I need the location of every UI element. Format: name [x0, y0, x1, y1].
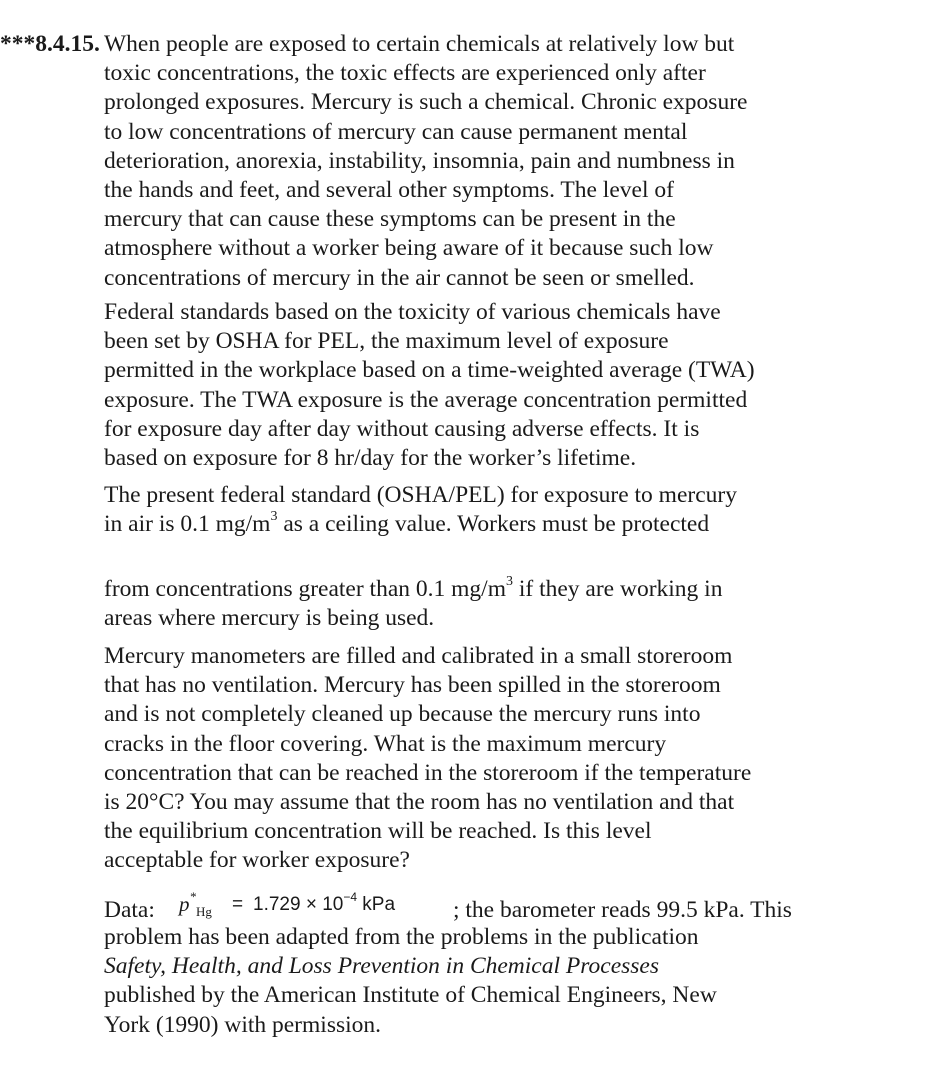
paragraph-intro-line: atmosphere without a worker being aware of it because such low — [104, 235, 714, 262]
paragraph-line: exposure. The TWA exposure is the average concentration permitted — [104, 386, 748, 413]
paragraph-line: The present federal standard (OSHA/PEL) for exposure to mercury — [104, 482, 737, 508]
paragraph-federal-standards — [104, 298, 934, 473]
paragraph-line: York (1990) with permission. — [104, 1011, 382, 1038]
data-line — [104, 889, 934, 923]
paragraph-intro-line: deterioration, anorexia, instability, insomnia, pain and numbness in — [104, 147, 735, 174]
paragraph-line: cracks in the floor covering. What is the maximum mercury — [104, 730, 667, 757]
paragraph-line: the equilibrium concentration will be reached. Is this level — [104, 818, 652, 845]
paragraph-intro-line: to low concentrations of mercury can cause permanent mental — [104, 118, 688, 145]
paragraph-osha-pel — [104, 481, 934, 539]
paragraph-intro-line: prolonged exposures. Mercury is such a chemical. Chronic exposure — [104, 89, 748, 116]
paragraph-data — [104, 889, 934, 1040]
paragraph-storeroom-question — [104, 642, 934, 876]
paragraph-line: that has no ventilation. Mercury has been spilled in the storeroom — [104, 672, 721, 699]
paragraph-line: in air is 0.1 $mg/m^3$ as a ceiling value. Workers must be protected — [104, 509, 710, 538]
paragraph-line: areas where mercury is being used. — [104, 605, 435, 632]
paragraph-line: based on exposure for 8 hr/day for the worker’s lifetime. — [104, 445, 637, 472]
paragraph-line: is 20°C? You may assume that the room has no ventilation and that — [104, 789, 735, 816]
barometer-text: ; the barometer reads 99.5 kPa. This — [453, 897, 792, 923]
paragraph-intro-line: ***8.4.15. When people are exposed to certain chemicals at relatively low but — [104, 30, 934, 59]
vapor-pressure-value: $1.729 \times 10^{-4}$ kPa — [253, 889, 396, 915]
paragraph-line: been set by OSHA for PEL, the maximum level of exposure — [104, 328, 669, 355]
paragraph-intro-line: mercury that can cause these symptoms can be present in the — [104, 206, 676, 233]
paragraph-line: concentration that can be reached in the storeroom if the temperature — [104, 759, 752, 786]
vapor-pressure-symbol: $p^*_{Hg}$ — [179, 889, 212, 920]
paragraph-intro-line: toxic concentrations, the toxic effects are experienced only after — [104, 60, 706, 87]
equals-sign: = — [232, 894, 244, 915]
paragraph-protection — [104, 575, 934, 633]
paragraph-line: permitted in the workplace based on a time-weighted average (TWA) — [104, 357, 755, 384]
paragraph-intro-line: the hands and feet, and several other symptoms. The level of — [104, 177, 674, 204]
paragraph-line: acceptable for worker exposure? — [104, 847, 410, 874]
paragraph-intro — [0, 30, 934, 293]
data-label: Data: — [104, 897, 155, 923]
paragraph-line: problem has been adapted from the problems in the publication — [104, 924, 699, 950]
paragraph-line: Mercury manometers are filled and calibrated in a small storeroom — [104, 643, 733, 669]
paragraph-line: published by the American Institute of Chemical Engineers, New — [104, 982, 717, 1009]
paragraph-intro-line: concentrations of mercury in the air cannot be seen or smelled. — [104, 264, 695, 291]
publication-title: Safety, Health, and Loss Prevention in Chemical Processes — [104, 953, 659, 980]
paragraph-line: for exposure day after day without causing adverse effects. It is — [104, 415, 700, 442]
paragraph-line: from concentrations greater than 0.1 $mg/m^3$ if they are working in — [104, 574, 723, 602]
paragraph-line: and is not completely cleaned up because the mercury runs into — [104, 701, 701, 728]
paragraph-line: Federal standards based on the toxicity of various chemicals have — [104, 299, 721, 325]
problem-number: ***8.4.15. — [0, 31, 100, 57]
